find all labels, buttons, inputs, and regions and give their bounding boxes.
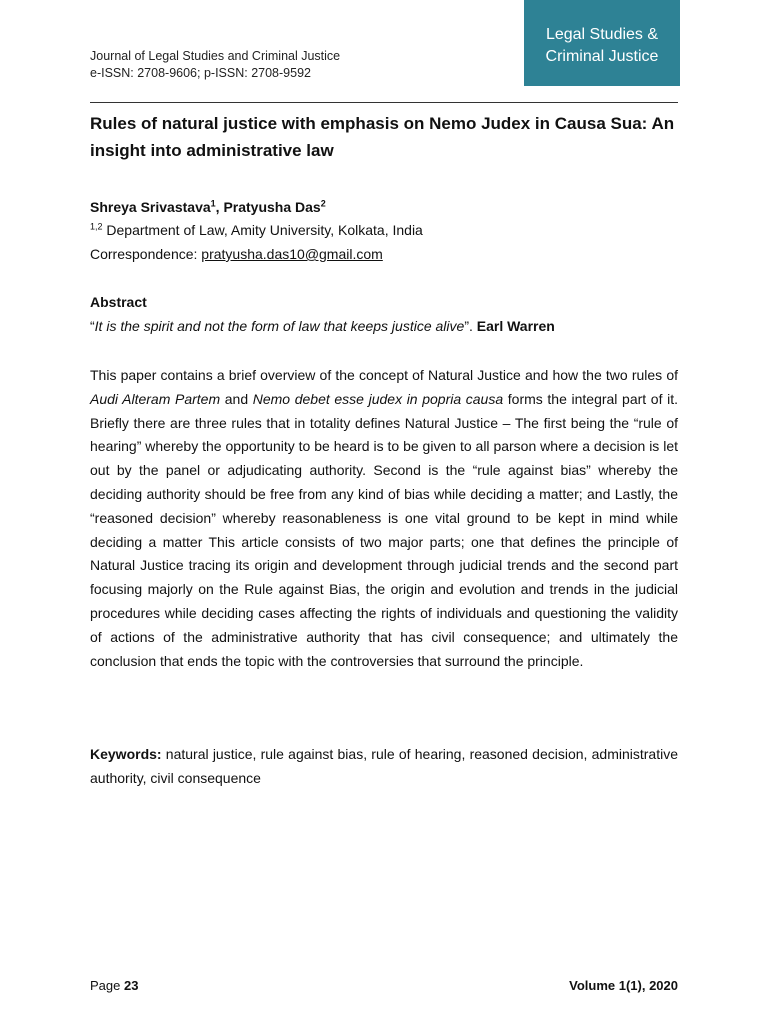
epigraph-quote [90,318,555,334]
affiliation-text: Department of Law, Amity University, Kolkata, India [102,222,423,238]
author-name: Pratyusha Das [223,199,321,215]
journal-info [90,48,340,82]
page-number-value: 23 [123,978,139,993]
author-affiliation-marker: 2 [320,198,326,209]
author-separator: , [215,199,224,215]
quote-text: It is the spirit and not the form of law that keeps justice alive [94,318,465,334]
author-affiliation-marker: 1 [210,198,216,209]
page-label: Page [90,978,124,993]
affiliation [90,222,423,238]
quote-open-mark: “ [90,318,95,334]
abstract-text: and [220,390,253,407]
abstract-body [90,364,678,673]
author-name: Shreya Srivastava [90,199,211,215]
affiliation-marker: 1,2 [90,221,103,232]
keywords-label: Keywords: [90,746,162,762]
keywords-text: natural justice, rule against bias, rule of hearing, reasoned decision, administrative authority, civil consequence [90,746,678,786]
correspondence-label: Correspondence: [90,246,202,262]
abstract-text: This paper contains a brief overview of the concept of Natural Justice and how the two rules of [90,367,678,383]
journal-issn: e-ISSN: 2708-9606; p-ISSN: 2708-9592 [90,66,311,80]
journal-brand-box [524,0,680,86]
header-divider [90,102,678,103]
correspondence-email-link[interactable]: pratyusha.das10@gmail.com [201,246,383,262]
brand-line-2: Criminal Justice [545,48,659,65]
journal-name: Journal of Legal Studies and Criminal Justice [90,49,341,63]
volume-info: Volume 1(1), 2020 [569,978,678,993]
correspondence [90,246,383,262]
abstract-italic-term: Nemo debet esse judex in popria causa [252,390,504,407]
author-list [90,199,326,215]
abstract-text: forms the integral part of it. Briefly there are three rules that in totality defines Natural Justice – The first being the “rule of hearing” whereby the opportunity to be heard is to be given to all parson where a decision is let out by the panel or adjudicating authority. Second is the “rule against bias” whereby the deciding authority should be free from any kind of bias while deciding a matter; and Lastly, the “reasoned decision” whereby reasonableness is one vital ground to be kept in mind while deciding a matter This article consists of two major parts; one that defines the principle of Natural Justice tracing its origin and development through judicial trends and the second part focusing majorly on the Rule against Bias, the origin and evolution and trends in the judicial procedures while deciding cases affecting the rights of individuals and questioning the validity of actions of the administrative authority that has civil consequence; and ultimately the conclusion that ends the topic with the controversies that surround the principle. [90,390,678,669]
paper-title: Rules of natural justice with emphasis on Nemo Judex in Causa Sua: An insight into administrative law [90,114,675,160]
quote-author: Earl Warren [476,318,555,334]
abstract-heading: Abstract [90,294,147,310]
brand-line-1: Legal Studies & [545,26,659,43]
keywords [90,743,678,791]
page-number [90,978,138,993]
abstract-italic-term: Audi Alteram Partem [90,390,221,407]
quote-close-mark: ”. [464,318,477,334]
